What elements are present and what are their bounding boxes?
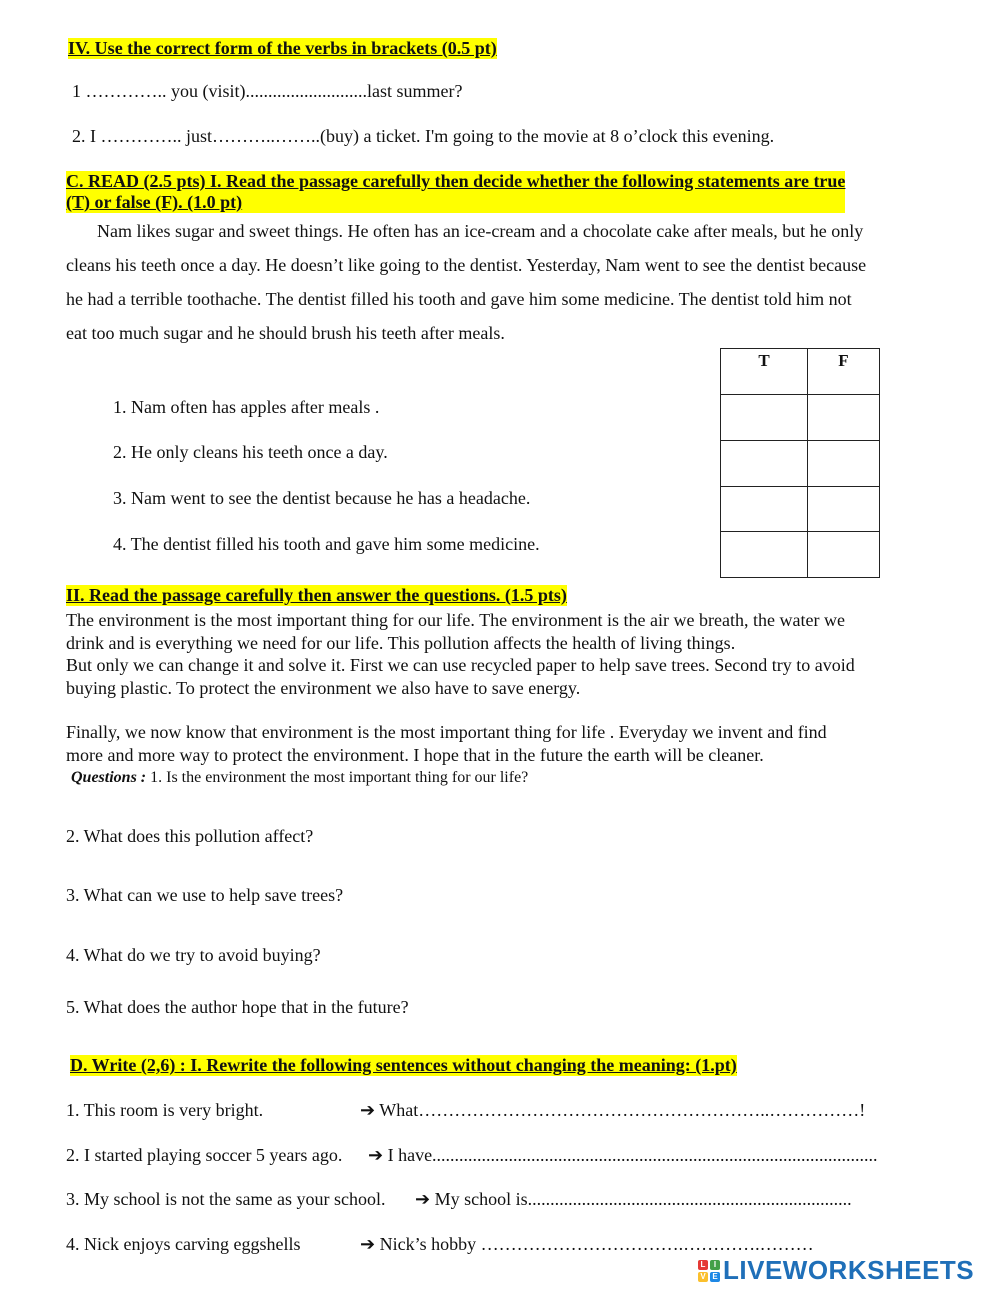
liveworksheets-logo[interactable] bbox=[698, 1255, 974, 1286]
section-c-passage bbox=[66, 214, 936, 350]
rewrite-3-original: 3. My school is not the same as your school. bbox=[66, 1189, 386, 1209]
section-iv-question-1: 1 ………….. you (visit)...........................last summer? bbox=[72, 81, 463, 101]
answer-cell-true-3[interactable] bbox=[721, 487, 808, 532]
passage-line: The environment is the most important thing for our life. The environment is the air we breath, the water we bbox=[66, 610, 845, 630]
question-5: 5. What does the author hope that in the future? bbox=[66, 997, 409, 1017]
table-header-true: T bbox=[721, 349, 808, 395]
answer-cell-false-4[interactable] bbox=[808, 532, 880, 578]
answer-cell-false-1[interactable] bbox=[808, 395, 880, 441]
passage-line: more and more way to protect the environment. I hope that in the future the earth will be cleaner. bbox=[66, 744, 764, 765]
section-iv-question-2: 2. I ………….. just………..……..(buy) a ticket. I'm going to the movie at 8 o’clock this evening. bbox=[72, 126, 775, 146]
true-false-table bbox=[720, 348, 880, 578]
table-header-false: F bbox=[808, 349, 880, 395]
logo-letter-e: E bbox=[710, 1272, 720, 1282]
question-3: 3. What can we use to help save trees? bbox=[66, 885, 344, 905]
rewrite-2-answer-line[interactable]: ➔ I have................................................................................................... bbox=[368, 1145, 878, 1165]
question-1-text: 1. Is the environment the most important thing for our life? bbox=[150, 769, 529, 786]
section-d-heading: D. Write (2,6) : I. Rewrite the following sentences without changing the meaning: (1.pt) bbox=[70, 1055, 737, 1075]
liveworksheets-logo-mark-icon bbox=[698, 1260, 720, 1282]
answer-cell-true-4[interactable] bbox=[721, 532, 808, 578]
section-c-heading bbox=[66, 171, 845, 213]
rewrite-1-answer-line[interactable]: ➔ What…………………………………………………..……………! bbox=[360, 1100, 866, 1120]
passage-line: But only we can change it and solve it. First we can use recycled paper to help save trees. Second try to avoid bbox=[66, 655, 855, 675]
section-ii-heading: II. Read the passage carefully then answer the questions. (1.5 pts) bbox=[66, 585, 567, 605]
tf-statement-1: 1. Nam often has apples after meals . bbox=[113, 397, 380, 417]
rewrite-4-answer-line[interactable]: ➔ Nick’s hobby …………………………….………….……… bbox=[360, 1234, 814, 1254]
question-4: 4. What do we try to avoid buying? bbox=[66, 945, 321, 965]
rewrite-4-original: 4. Nick enjoys carving eggshells bbox=[66, 1234, 301, 1254]
answer-cell-false-2[interactable] bbox=[808, 441, 880, 487]
answer-cell-true-1[interactable] bbox=[721, 395, 808, 441]
question-2: 2. What does this pollution affect? bbox=[66, 826, 314, 846]
passage-line: eat too much sugar and he should brush his teeth after meals. bbox=[66, 323, 505, 343]
tf-statement-2: 2. He only cleans his teeth once a day. bbox=[113, 442, 388, 462]
passage-line: cleans his teeth once a day. He doesn’t like going to the dentist. Yesterday, Nam went to see the dentist because bbox=[66, 255, 867, 275]
passage-line: he had a terrible toothache. The dentist filled his tooth and gave him some medicine. The dentist told him not bbox=[66, 289, 852, 309]
answer-cell-false-3[interactable] bbox=[808, 487, 880, 532]
rewrite-2-original: 2. I started playing soccer 5 years ago. bbox=[66, 1145, 343, 1165]
tf-statement-4: 4. The dentist filled his tooth and gave him some medicine. bbox=[113, 534, 540, 554]
answer-cell-true-2[interactable] bbox=[721, 441, 808, 487]
rewrite-3-answer-line[interactable]: ➔ My school is........................................................................ bbox=[415, 1189, 852, 1209]
section-iv-heading: IV. Use the correct form of the verbs in brackets (0.5 pt) bbox=[68, 38, 497, 58]
question-1 bbox=[71, 769, 528, 787]
passage-line: Nam likes sugar and sweet things. He often has an ice-cream and a chocolate cake after meals, but he only bbox=[97, 221, 864, 241]
section-c-heading-line-1: C. READ (2.5 pts) I. Read the passage carefully then decide whether the following statements are true bbox=[66, 171, 846, 191]
liveworksheets-logo-text: LIVEWORKSHEETS bbox=[723, 1255, 975, 1285]
questions-label: Questions : bbox=[71, 769, 151, 786]
section-ii-passage bbox=[66, 609, 936, 766]
passage-line: buying plastic. To protect the environment we also have to save energy. bbox=[66, 677, 581, 698]
logo-letter-l: L bbox=[698, 1260, 708, 1270]
logo-letter-v: V bbox=[698, 1272, 708, 1282]
passage-line: Finally, we now know that environment is the most important thing for life . Everyday we invent and find bbox=[66, 722, 827, 742]
rewrite-1-original: 1. This room is very bright. bbox=[66, 1100, 264, 1120]
passage-line: drink and is everything we need for our life. This pollution affects the health of living things. bbox=[66, 632, 736, 653]
tf-statement-3: 3. Nam went to see the dentist because he has a headache. bbox=[113, 488, 531, 508]
logo-letter-i: I bbox=[710, 1260, 720, 1270]
section-c-heading-line-2: (T) or false (F). (1.0 pt) bbox=[66, 192, 243, 212]
